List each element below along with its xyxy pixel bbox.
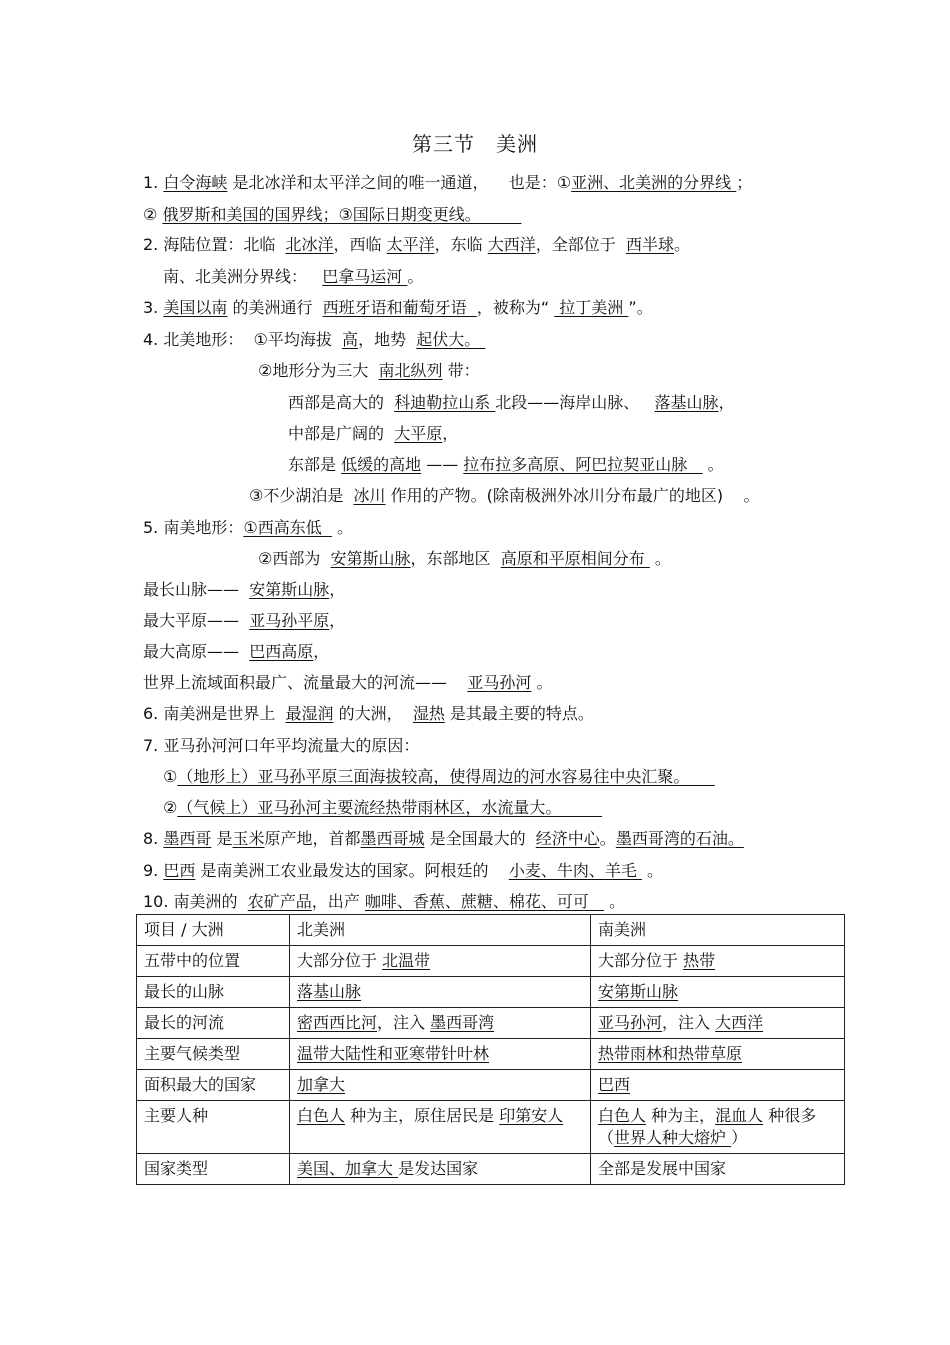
answer-blank: 亚马孙河 bbox=[467, 673, 532, 692]
text-segment: 。 bbox=[531, 673, 553, 692]
answer-blank: 南北纵列 bbox=[378, 361, 443, 380]
note-line bbox=[143, 173, 752, 195]
text-segment: ，地势 bbox=[358, 330, 417, 349]
answer-blank: 白色人 bbox=[297, 1106, 346, 1125]
text-segment: 五带中的位置 bbox=[144, 951, 241, 970]
text-segment: 。 bbox=[604, 892, 626, 911]
table-row bbox=[137, 977, 845, 1008]
text-segment: ① bbox=[163, 767, 178, 786]
text-segment: ， bbox=[329, 580, 346, 599]
text-segment: 种为主，原住居民是 bbox=[345, 1106, 500, 1125]
answer-blank: 加拿大 bbox=[297, 1075, 346, 1094]
answer-blank: 亚洲、北美洲的分界线 bbox=[571, 173, 737, 192]
text-segment: 项目 / 大洲 bbox=[144, 920, 224, 939]
note-line bbox=[258, 361, 480, 383]
note-line bbox=[143, 829, 744, 851]
text-segment: 。 bbox=[331, 518, 353, 537]
answer-blank: 热带 bbox=[683, 951, 716, 970]
table-row bbox=[137, 1008, 845, 1039]
text-segment: ， bbox=[313, 642, 330, 661]
table-cell bbox=[137, 1101, 290, 1154]
answer-blank: 巴西 bbox=[598, 1075, 631, 1094]
text-segment: 8. bbox=[143, 829, 164, 848]
text-segment: ； bbox=[736, 173, 753, 192]
answer-blank: 经济中心 bbox=[535, 829, 600, 848]
text-segment: ， bbox=[329, 611, 346, 630]
answer-blank: 巴拿马运河 bbox=[322, 267, 408, 286]
answer-blank: 玉米 bbox=[232, 829, 265, 848]
text-segment: ， bbox=[442, 424, 459, 443]
note-line bbox=[143, 580, 345, 602]
text-segment: 南美洲 bbox=[598, 920, 647, 939]
table-cell bbox=[591, 1070, 845, 1101]
table-cell bbox=[137, 946, 290, 977]
table-cell bbox=[290, 915, 591, 946]
table-cell bbox=[137, 977, 290, 1008]
answer-blank: ①西高东低 bbox=[243, 518, 332, 537]
answer-blank: 俄罗斯和美国的国界线；③国际日期变更线。 bbox=[162, 205, 522, 224]
text-segment: 最长的河流 bbox=[144, 1013, 225, 1032]
text-segment: 3. bbox=[143, 298, 164, 317]
text-segment: ，出产 bbox=[311, 892, 365, 911]
text-segment: 最大高原—— bbox=[143, 642, 250, 661]
text-segment: ②地形分为三大 bbox=[258, 361, 379, 380]
text-segment: ，西临 bbox=[333, 235, 387, 254]
text-segment: ③不少湖泊是 bbox=[249, 486, 354, 505]
page-title: 第三节 美洲 bbox=[412, 132, 538, 156]
answer-blank: 白色人 bbox=[598, 1106, 647, 1125]
table-cell bbox=[290, 946, 591, 977]
table-row bbox=[137, 1039, 845, 1070]
table-cell bbox=[591, 1101, 845, 1154]
note-line bbox=[143, 642, 329, 664]
text-segment: 国家类型 bbox=[144, 1159, 209, 1178]
text-segment: ，注入 bbox=[662, 1013, 716, 1032]
text-segment: 1. bbox=[143, 173, 164, 192]
text-segment: 是全国最大的 bbox=[424, 829, 536, 848]
answer-blank: 高 bbox=[342, 330, 359, 349]
text-segment: 是 bbox=[211, 829, 233, 848]
table-cell bbox=[137, 1008, 290, 1039]
text-segment: 是南美洲工农业最发达的国家。阿根廷的 bbox=[195, 861, 509, 880]
text-segment: ，注入 bbox=[377, 1013, 431, 1032]
answer-blank: 墨西哥 bbox=[163, 829, 212, 848]
table-row bbox=[137, 946, 845, 977]
note-line bbox=[143, 205, 521, 227]
text-segment: 最长的山脉 bbox=[144, 982, 225, 1001]
answer-blank: 安第斯山脉 bbox=[598, 982, 679, 1001]
text-segment: ②西部为 bbox=[258, 549, 331, 568]
note-line bbox=[143, 330, 485, 352]
text-segment: 主要气候类型 bbox=[144, 1044, 241, 1063]
text-segment: ） bbox=[731, 1128, 748, 1147]
answer-blank: 安第斯山脉 bbox=[330, 549, 411, 568]
text-segment: 是发达国家 bbox=[398, 1159, 479, 1178]
text-segment: 6. 南美洲是世界上 bbox=[143, 704, 286, 723]
text-segment: 10. 南美洲的 bbox=[143, 892, 248, 911]
text-segment: 原产地，首都 bbox=[264, 829, 361, 848]
answer-blank: 印第安人 bbox=[499, 1106, 564, 1125]
text-segment: 种很多 （ bbox=[598, 1106, 817, 1147]
answer-blank: 北冰洋 bbox=[285, 235, 334, 254]
text-segment: ② bbox=[143, 205, 163, 224]
note-line bbox=[143, 861, 663, 883]
text-segment: 9. bbox=[143, 861, 164, 880]
text-segment: 大部分位于 bbox=[598, 951, 684, 970]
table-cell bbox=[290, 977, 591, 1008]
table-cell bbox=[591, 1154, 845, 1185]
table-cell bbox=[591, 977, 845, 1008]
text-segment: 是其最主要的特点。 bbox=[444, 704, 594, 723]
answer-blank: 冰川 bbox=[353, 486, 386, 505]
table-cell bbox=[591, 915, 845, 946]
answer-blank: 低缓的高地 bbox=[341, 455, 422, 474]
text-segment: 西部是高大的 bbox=[288, 393, 395, 412]
answer-blank: 美国、加拿大 bbox=[297, 1159, 399, 1178]
answer-blank: （气候上）亚马孙河主要流经热带雨林区，水流量大。 bbox=[177, 798, 603, 817]
answer-blank: 混血人 bbox=[715, 1106, 764, 1125]
answer-blank: 落基山脉 bbox=[297, 982, 362, 1001]
note-line bbox=[143, 673, 552, 695]
text-segment: 面积最大的国家 bbox=[144, 1075, 257, 1094]
answer-blank: 温带大陆性和亚寒带针叶林 bbox=[297, 1044, 490, 1063]
table-header-row bbox=[137, 915, 845, 946]
text-segment: 北段——海岸山脉、 bbox=[495, 393, 655, 412]
answer-blank: 北温带 bbox=[382, 951, 431, 970]
answer-blank: 墨西哥湾 bbox=[430, 1013, 495, 1032]
text-segment: 。 bbox=[702, 455, 724, 474]
text-segment: ，东部地区 bbox=[410, 549, 501, 568]
answer-blank: 热带雨林和热带草原 bbox=[598, 1044, 743, 1063]
table-cell bbox=[591, 1039, 845, 1070]
text-segment: 2. 海陆位置：北临 bbox=[143, 235, 286, 254]
table-cell bbox=[290, 1008, 591, 1039]
text-segment: 全部是发展中国家 bbox=[598, 1159, 727, 1178]
answer-blank: 科迪勒拉山系 bbox=[394, 393, 496, 412]
note-line bbox=[143, 235, 690, 257]
note-line bbox=[143, 518, 353, 540]
answer-blank: 墨西哥城 bbox=[360, 829, 425, 848]
note-line bbox=[288, 424, 458, 446]
text-segment: 5. 南美地形： bbox=[143, 518, 244, 537]
text-segment: —— bbox=[421, 455, 464, 474]
table-row bbox=[137, 1070, 845, 1101]
note-line bbox=[258, 549, 671, 571]
note-line bbox=[163, 267, 423, 289]
answer-blank: 大西洋 bbox=[715, 1013, 764, 1032]
text-segment: 南、北美洲分界线： bbox=[163, 267, 323, 286]
text-segment: 。 bbox=[599, 829, 616, 848]
answer-blank: 湿热 bbox=[412, 704, 445, 723]
table-cell bbox=[290, 1039, 591, 1070]
table-cell bbox=[591, 946, 845, 977]
table-cell bbox=[137, 915, 290, 946]
answer-blank: 西班牙语和葡萄牙语 bbox=[322, 298, 477, 317]
text-segment: 。 bbox=[649, 549, 671, 568]
note-line bbox=[288, 393, 735, 415]
answer-blank: 白令海峡 bbox=[163, 173, 228, 192]
text-segment: ，被称为“ bbox=[476, 298, 555, 317]
answer-blank: 亚马孙平原 bbox=[249, 611, 330, 630]
answer-blank: 咖啡、香蕉、蔗糖、棉花、可可 bbox=[364, 892, 605, 911]
note-line bbox=[163, 767, 715, 789]
text-segment: ， bbox=[718, 393, 735, 412]
answer-blank: 美国以南 bbox=[163, 298, 228, 317]
answer-blank: 高原和平原相间分布 bbox=[500, 549, 650, 568]
answer-blank: 大平原 bbox=[394, 424, 443, 443]
text-segment: 中部是广阔的 bbox=[288, 424, 395, 443]
note-line bbox=[143, 892, 625, 914]
note-line bbox=[143, 611, 345, 633]
answer-blank: （地形上）亚马孙平原三面海拔较高，使得周边的河水容易往中央汇聚。 bbox=[177, 767, 715, 786]
text-segment: 大部分位于 bbox=[297, 951, 383, 970]
table-cell bbox=[290, 1101, 591, 1154]
answer-blank: 世界人种大熔炉 bbox=[614, 1128, 732, 1147]
answer-blank: 起伏大。 bbox=[416, 330, 486, 349]
comparison-table bbox=[136, 914, 845, 1185]
text-segment: 世界上流域面积最广、流量最大的河流—— bbox=[143, 673, 468, 692]
text-segment: 最大平原—— bbox=[143, 611, 250, 630]
text-segment: ，东临 bbox=[434, 235, 488, 254]
answer-blank: 西半球 bbox=[625, 235, 674, 254]
answer-blank: 巴西 bbox=[163, 861, 196, 880]
answer-blank: 大西洋 bbox=[487, 235, 536, 254]
text-segment: 东部是 bbox=[288, 455, 342, 474]
text-segment: 北美洲 bbox=[297, 920, 346, 939]
note-line bbox=[143, 736, 419, 758]
text-segment: ② bbox=[163, 798, 178, 817]
answer-blank: 农矿产品 bbox=[247, 892, 312, 911]
answer-blank: 拉布拉多高原、阿巴拉契亚山脉 bbox=[463, 455, 703, 474]
answer-blank: 墨西哥湾的石油。 bbox=[615, 829, 744, 848]
table-cell bbox=[137, 1154, 290, 1185]
answer-blank: 拉丁美洲 bbox=[554, 298, 629, 317]
note-line bbox=[249, 486, 759, 508]
text-segment: 。 bbox=[641, 861, 663, 880]
text-segment: 的大洲， bbox=[333, 704, 413, 723]
answer-blank: 密西西比河 bbox=[297, 1013, 378, 1032]
text-segment: 主要人种 bbox=[144, 1106, 209, 1125]
table-cell bbox=[290, 1070, 591, 1101]
table-cell bbox=[290, 1154, 591, 1185]
text-segment: ”。 bbox=[628, 298, 653, 317]
answer-blank: 亚马孙河 bbox=[598, 1013, 663, 1032]
text-segment: 是北冰洋和太平洋之间的唯一通道， 也是：① bbox=[227, 173, 572, 192]
text-segment: 4. 北美地形： ①平均海拔 bbox=[143, 330, 343, 349]
text-segment: ，全部位于 bbox=[535, 235, 626, 254]
answer-blank: 落基山脉 bbox=[654, 393, 719, 412]
note-line bbox=[288, 455, 724, 477]
text-segment: 。 bbox=[673, 235, 690, 254]
text-segment: 最长山脉—— bbox=[143, 580, 250, 599]
text-segment: 的美洲通行 bbox=[227, 298, 323, 317]
note-line bbox=[143, 704, 594, 726]
answer-blank: 安第斯山脉 bbox=[249, 580, 330, 599]
text-segment: 。 bbox=[407, 267, 424, 286]
answer-blank: 巴西高原 bbox=[249, 642, 314, 661]
text-segment: 带： bbox=[442, 361, 480, 380]
text-segment: 7. 亚马孙河河口年平均流量大的原因： bbox=[143, 736, 420, 755]
table-cell bbox=[137, 1070, 290, 1101]
table-row bbox=[137, 1101, 845, 1154]
table-cell bbox=[591, 1008, 845, 1039]
answer-blank: 小麦、牛肉、羊毛 bbox=[508, 861, 642, 880]
answer-blank: 太平洋 bbox=[386, 235, 435, 254]
table-cell bbox=[137, 1039, 290, 1070]
text-segment: 作用的产物。(除南极洲外冰川分布最广的地区) 。 bbox=[385, 486, 760, 505]
text-segment: 种为主， bbox=[646, 1106, 716, 1125]
note-line bbox=[143, 298, 653, 320]
table-row bbox=[137, 1154, 845, 1185]
note-line bbox=[163, 798, 602, 820]
answer-blank: 最湿润 bbox=[285, 704, 334, 723]
